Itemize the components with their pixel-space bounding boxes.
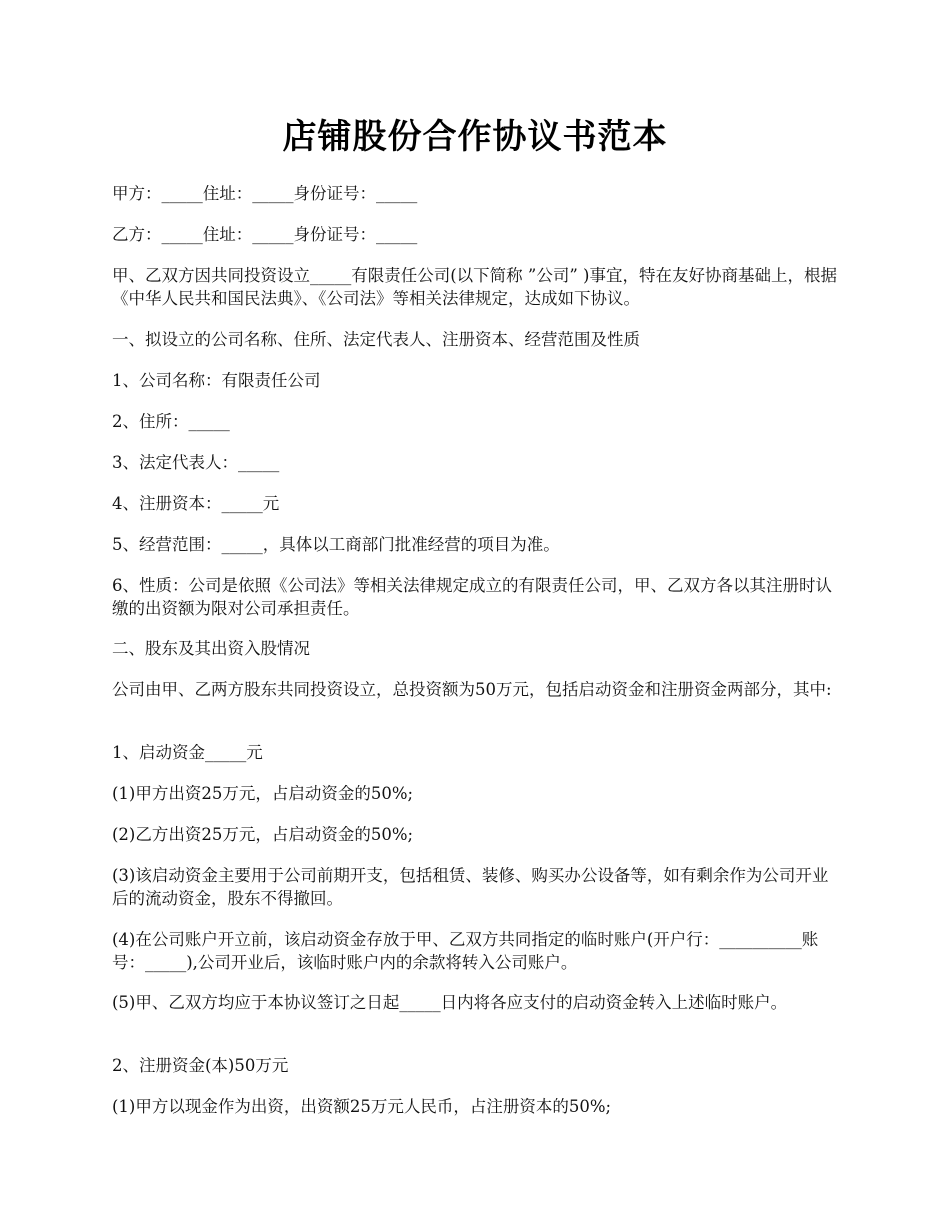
list-item: 3、法定代表人：_____ xyxy=(112,453,280,472)
list-item: (4)在公司账户开立前，该启动资金存放于甲、乙双方共同指定的临时账户(开户行：__________账号：_____),公司开业后，该临时账户内的余款将转入公司账户。 xyxy=(112,930,819,972)
list-item: (1)甲方出资25万元，占启动资金的50%; xyxy=(112,784,414,803)
list-item: 4、注册资本：_____元 xyxy=(112,494,280,513)
party-a-line: 甲方：_____住址：_____身份证号：_____ xyxy=(112,184,418,203)
list-item: 6、性质：公司是依照《公司法》等相关法律规定成立的有限责任公司，甲、乙双方各以其注册时认缴的出资额为限对公司承担责任。 xyxy=(112,576,832,618)
party-b-line: 乙方：_____住址：_____身份证号：_____ xyxy=(112,225,418,244)
list-item: 5、经营范围：_____，具体以工商部门批准经营的项目为准。 xyxy=(112,535,560,554)
list-item: 2、住所：_____ xyxy=(112,412,230,431)
list-item: 2、注册资金(本)50万元 xyxy=(112,1056,289,1075)
section-heading-2: 二、股东及其出资入股情况 xyxy=(112,639,310,658)
document-title: 店铺股份合作协议书范本 xyxy=(282,117,668,157)
section-heading-1: 一、拟设立的公司名称、住所、法定代表人、注册资本、经营范围及性质 xyxy=(112,330,640,349)
list-item: (2)乙方出资25万元，占启动资金的50%; xyxy=(112,825,414,844)
list-item: 1、启动资金_____元 xyxy=(112,743,263,762)
body-paragraph: 公司由甲、乙两方股东共同投资设立，总投资额为50万元，包括启动资金和注册资金两部分，其中: xyxy=(112,680,832,699)
preamble-paragraph: 甲、乙双方因共同投资设立_____有限责任公司(以下简称 ”公司” )事宜，特在友好协商基础上，根据《中华人民共和国民法典》、《公司法》等相关法律规定，达成如下协议。 xyxy=(112,266,837,308)
list-item: 1、公司名称：有限责任公司 xyxy=(112,371,321,390)
list-item: (5)甲、乙双方均应于本协议签订之日起_____日内将各应支付的启动资金转入上述临时账户。 xyxy=(112,993,788,1012)
list-item: (1)甲方以现金作为出资，出资额25万元人民币，占注册资本的50%; xyxy=(112,1097,612,1116)
list-item: (3)该启动资金主要用于公司前期开支，包括租赁、装修、购买办公设备等，如有剩余作为公司开业后的流动资金，股东不得撤回。 xyxy=(112,866,829,908)
